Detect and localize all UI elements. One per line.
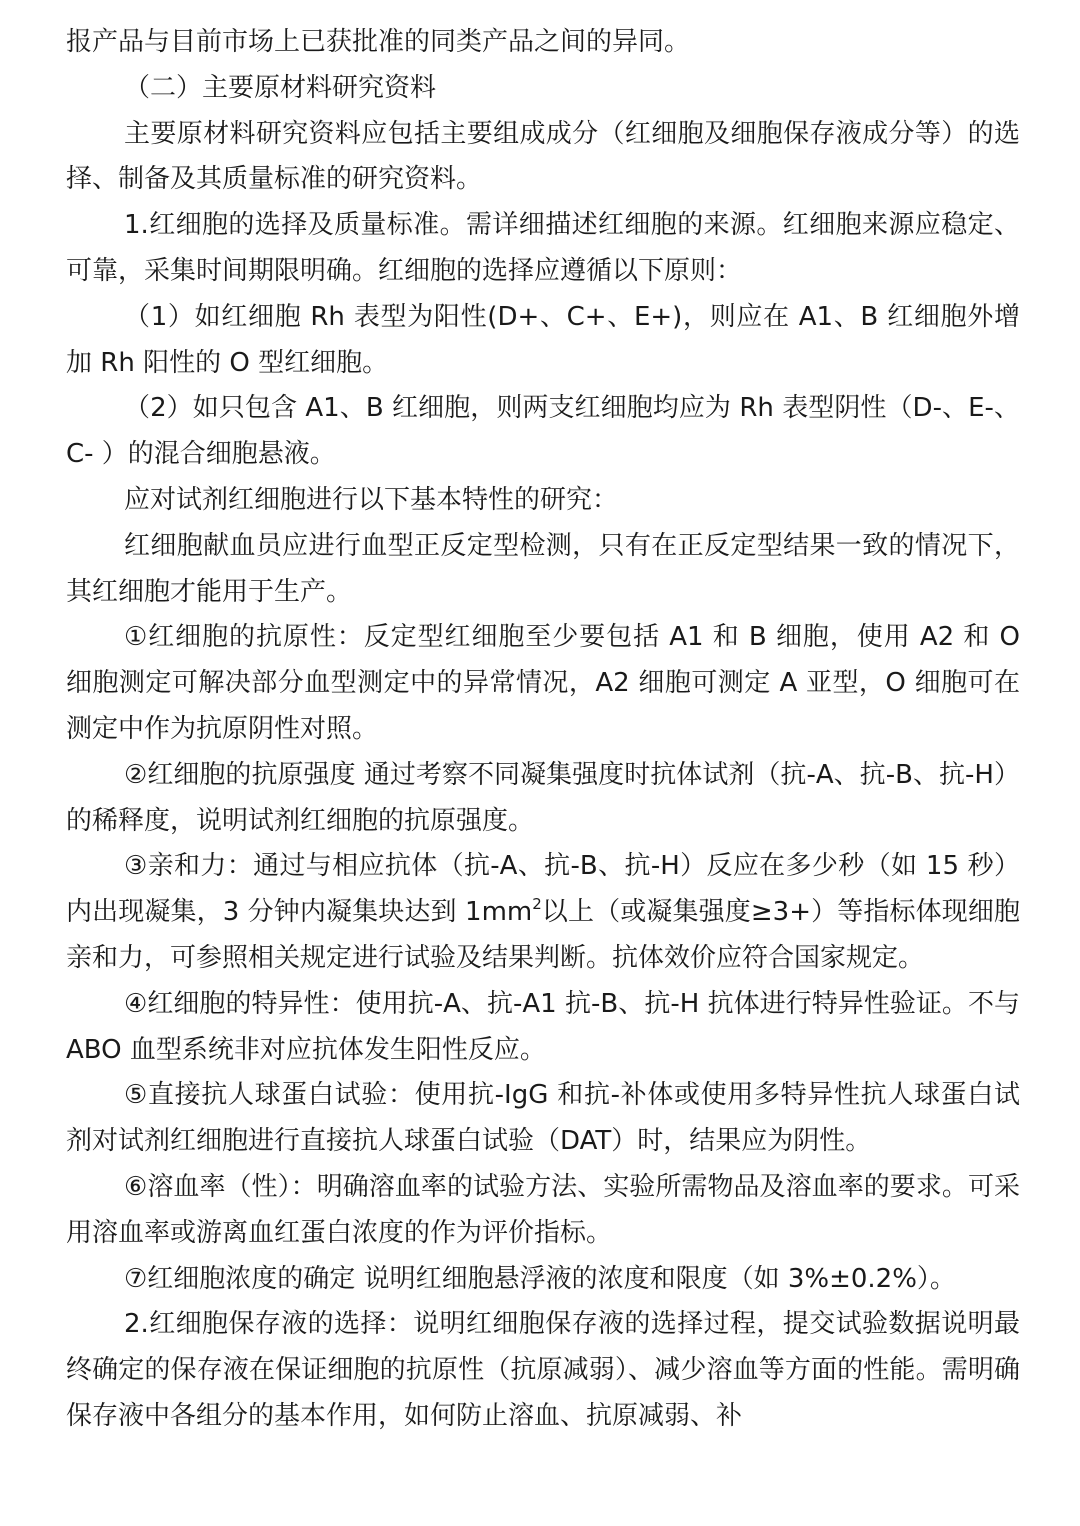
paragraph-antigen-strength: ②红细胞的抗原强度 通过考察不同凝集强度时抗体试剂（抗-A、抗-B、抗-H）的稀释度，说明试剂红细胞的抗原强度。 <box>66 759 1020 836</box>
paragraph-antigenicity: ①红细胞的抗原性：反定型红细胞至少要包括 A1 和 B 细胞，使用 A2 和 O 细胞测定可解决部分血型测定中的异常情况，A2 细胞可测定 A 亚型，O 细胞可在测定中作为抗原阴性对照。 <box>66 622 1020 744</box>
paragraph-principle-2: （2）如只包含 A1、B 红细胞，则两支红细胞均应为 Rh 表型阴性（D-、E-、C- ）的混合细胞悬液。 <box>66 393 1020 470</box>
paragraph-rbc-concentration: ⑦红细胞浓度的确定 说明红细胞悬浮液的浓度和限度（如 3%±0.2%）。 <box>124 1263 956 1294</box>
section-heading-raw-materials: （二）主要原材料研究资料 <box>124 72 437 103</box>
paragraph-dat: ⑤直接抗人球蛋白试验：使用抗-IgG 和抗-补体或使用多特异性抗人球蛋白试剂对试剂红细胞进行直接抗人球蛋白试验（DAT）时，结果应为阴性。 <box>66 1080 1020 1157</box>
affinity-text-part1: ③亲和力：通过与相应抗体（抗-A、抗-B、抗-H）反应在多少秒（如 15 秒）内出现凝集，3 分钟内凝集块达到 1mm <box>66 851 1020 928</box>
paragraph-rbc-selection: 1.红细胞的选择及质量标准。需详细描述红细胞的来源。红细胞来源应稳定、可靠，采集时间期限明确。红细胞的选择应遵循以下原则： <box>66 210 1020 286</box>
paragraph-principle-1: （1）如红细胞 Rh 表型为阳性(D+、C+、E+)，则应在 A1、B 红细胞外增加 Rh 阳性的 O 型红细胞。 <box>66 301 1020 378</box>
squared-superscript: 2 <box>532 895 542 914</box>
paragraph-affinity <box>66 844 1020 981</box>
paragraph-donor-testing: 红细胞献血员应进行血型正反定型检测，只有在正反定型结果一致的情况下，其红细胞才能用于生产。 <box>66 530 1020 607</box>
affinity-text-part2: 以上（或凝集强度≥3+）等指标体现细胞亲和力，可参照相关规定进行试验及结果判断。抗体效价应符合国家规定。 <box>66 897 1020 973</box>
paragraph-raw-materials: 主要原材料研究资料应包括主要组成成分（红细胞及细胞保存液成分等）的选择、制备及其质量标准的研究资料。 <box>66 118 1020 195</box>
paragraph-intro-continuation: 报产品与目前市场上已获批准的同类产品之间的异同。 <box>66 27 691 57</box>
paragraph-basic-properties: 应对试剂红细胞进行以下基本特性的研究： <box>124 484 619 515</box>
paragraph-specificity: ④红细胞的特异性：使用抗-A、抗-A1 抗-B、抗-H 抗体进行特异性验证。不与 ABO 血型系统非对应抗体发生阳性反应。 <box>66 988 1020 1065</box>
paragraph-hemolysis: ⑥溶血率（性）：明确溶血率的试验方法、实验所需物品及溶血率的要求。可采用溶血率或游离血红蛋白浓度的作为评价指标。 <box>66 1171 1020 1248</box>
paragraph-preservative: 2.红细胞保存液的选择：说明红细胞保存液的选择过程，提交试验数据说明最终确定的保存液在保证细胞的抗原性（抗原减弱）、减少溶血等方面的性能。需明确保存液中各组分的基本作用，如何防止溶血、抗原减弱、补 <box>66 1309 1020 1431</box>
